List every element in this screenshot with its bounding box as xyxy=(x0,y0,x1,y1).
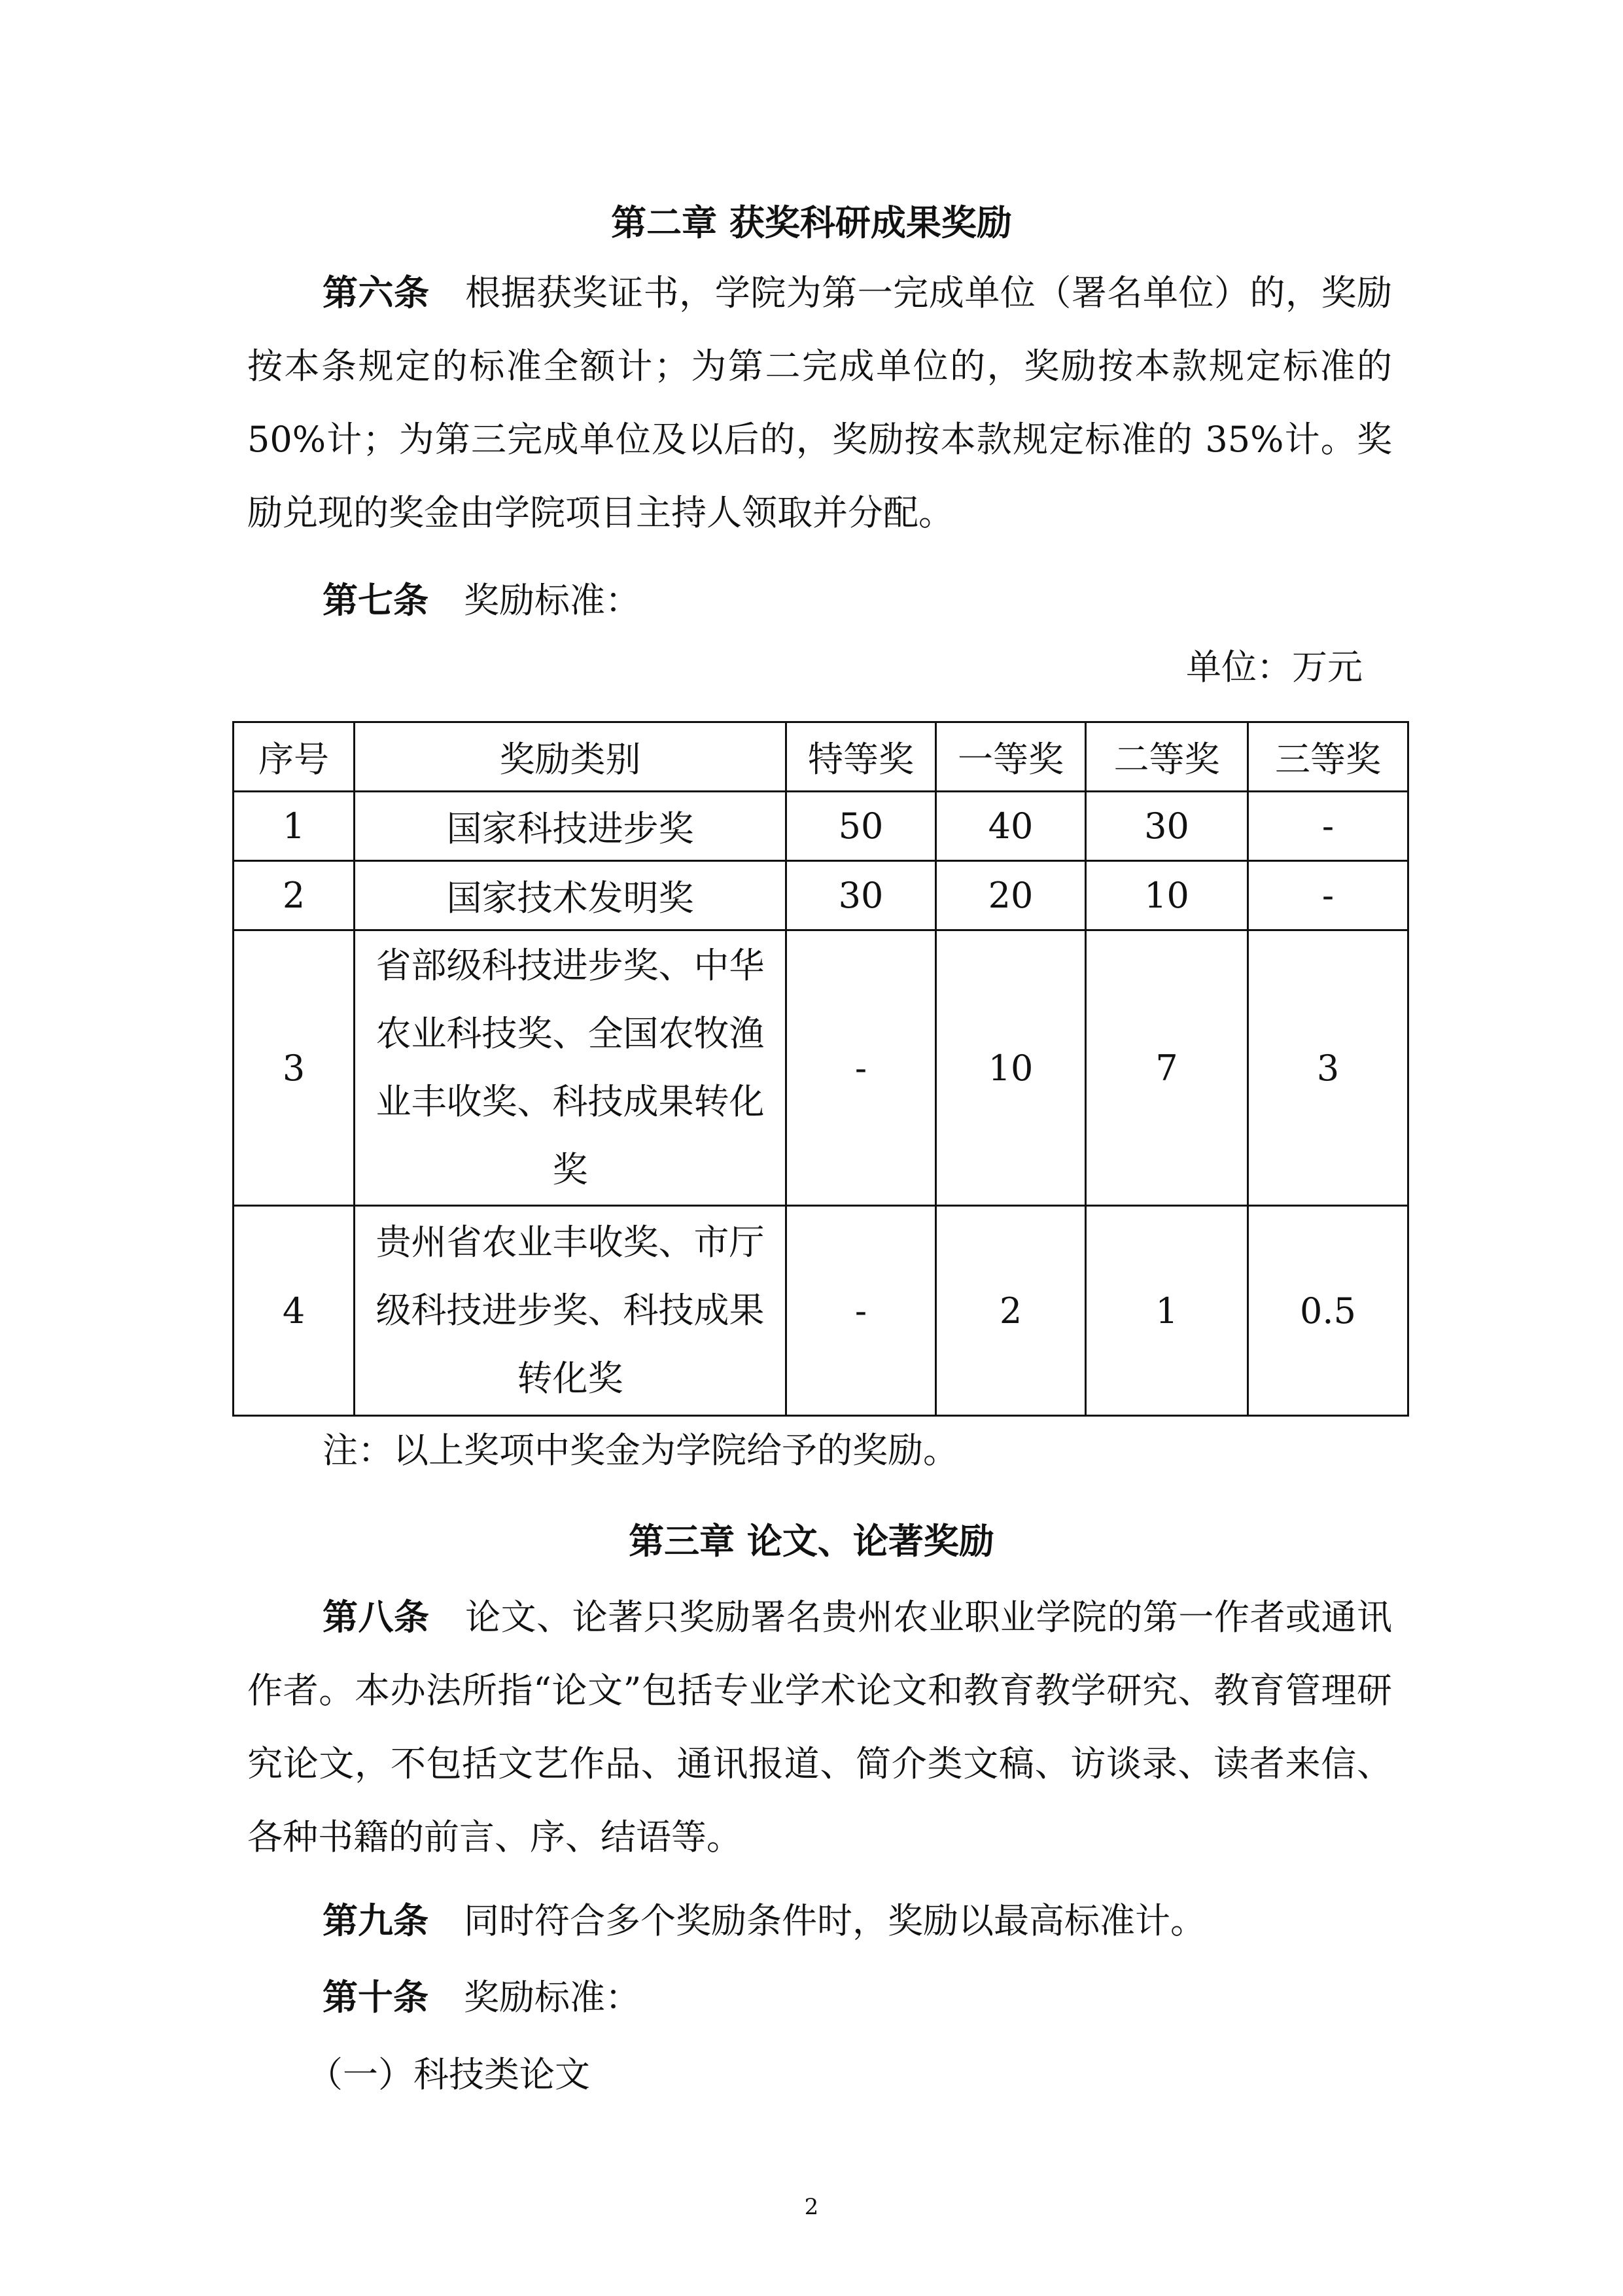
article-8 xyxy=(247,1581,1392,1874)
header-category: 奖励类别 xyxy=(355,722,786,792)
cell-second: 1 xyxy=(1086,1206,1248,1416)
cell-second: 30 xyxy=(1086,792,1248,861)
page-number: 2 xyxy=(804,2194,819,2220)
table-note: 注：以上奖项中奖金为学院给予的奖励。 xyxy=(323,1430,958,1471)
chapter-3-title: 第三章 论文、论著奖励 xyxy=(629,1521,994,1562)
cell-second: 7 xyxy=(1086,930,1248,1206)
subsection-1: （一）科技类论文 xyxy=(307,2054,590,2095)
cell-first: 2 xyxy=(936,1206,1086,1416)
cell-category: 省部级科技进步奖、中华农业科技奖、全国农牧渔业丰收奖、科技成果转化奖 xyxy=(355,930,786,1206)
cell-category: 贵州省农业丰收奖、市厅级科技进步奖、科技成果转化奖 xyxy=(355,1206,786,1416)
header-no: 序号 xyxy=(234,722,355,792)
cell-category: 国家技术发明奖 xyxy=(355,861,786,930)
article-6-label: 第六条 xyxy=(323,272,430,313)
cell-first: 40 xyxy=(936,792,1086,861)
article-7 xyxy=(247,564,1392,637)
cell-special: 50 xyxy=(786,792,936,861)
cell-second: 10 xyxy=(1086,861,1248,930)
chapter-2-title: 第二章 获奖科研成果奖励 xyxy=(611,202,1012,243)
article-8-text: 论文、论著只奖励署名贵州农业职业学院的第一作者或通讯作者。本办法所指“论文”包括专业学术论文和教育教学研究、教育管理研究论文，不包括文艺作品、通讯报道、简介类文稿、访谈录、读者来信、各种书籍的前言、序、结语等。 xyxy=(247,1597,1393,1858)
cell-third: - xyxy=(1248,861,1408,930)
cell-special: 30 xyxy=(786,861,936,930)
article-9-label: 第九条 xyxy=(323,1900,428,1941)
article-8-label: 第八条 xyxy=(323,1597,430,1638)
header-second-prize: 二等奖 xyxy=(1086,722,1248,792)
cell-no: 2 xyxy=(234,861,355,930)
header-first-prize: 一等奖 xyxy=(936,722,1086,792)
article-10-text: 奖励标准： xyxy=(464,1977,640,2018)
table-header-row xyxy=(234,722,1408,792)
table-row xyxy=(234,792,1408,861)
cell-special: - xyxy=(786,930,936,1206)
cell-special: - xyxy=(786,1206,936,1416)
header-special-prize: 特等奖 xyxy=(786,722,936,792)
article-10 xyxy=(247,1961,1392,2034)
cell-third: 0.5 xyxy=(1248,1206,1408,1416)
header-third-prize: 三等奖 xyxy=(1248,722,1408,792)
award-standard-table xyxy=(232,721,1409,1417)
cell-no: 1 xyxy=(234,792,355,861)
table-row xyxy=(234,1206,1408,1416)
cell-no: 3 xyxy=(234,930,355,1206)
article-10-label: 第十条 xyxy=(323,1977,428,2018)
table-row xyxy=(234,930,1408,1206)
unit-label: 单位：万元 xyxy=(1186,646,1363,688)
article-9 xyxy=(247,1884,1392,1958)
article-7-label: 第七条 xyxy=(323,580,428,621)
cell-third: - xyxy=(1248,792,1408,861)
cell-third: 3 xyxy=(1248,930,1408,1206)
cell-first: 20 xyxy=(936,861,1086,930)
table-row xyxy=(234,861,1408,930)
cell-category: 国家科技进步奖 xyxy=(355,792,786,861)
cell-no: 4 xyxy=(234,1206,355,1416)
article-7-text: 奖励标准： xyxy=(464,580,640,621)
article-6 xyxy=(247,256,1392,550)
cell-first: 10 xyxy=(936,930,1086,1206)
article-9-text: 同时符合多个奖励条件时，奖励以最高标准计。 xyxy=(464,1900,1206,1941)
article-6-text: 根据获奖证书，学院为第一完成单位（署名单位）的，奖励按本条规定的标准全额计；为第二完成单位的，奖励按本款规定标准的 50%计；为第三完成单位及以后的，奖励按本款规定标准的 35%计。奖励兑现的奖金由学院项目主持人领取并分配。 xyxy=(247,272,1393,533)
